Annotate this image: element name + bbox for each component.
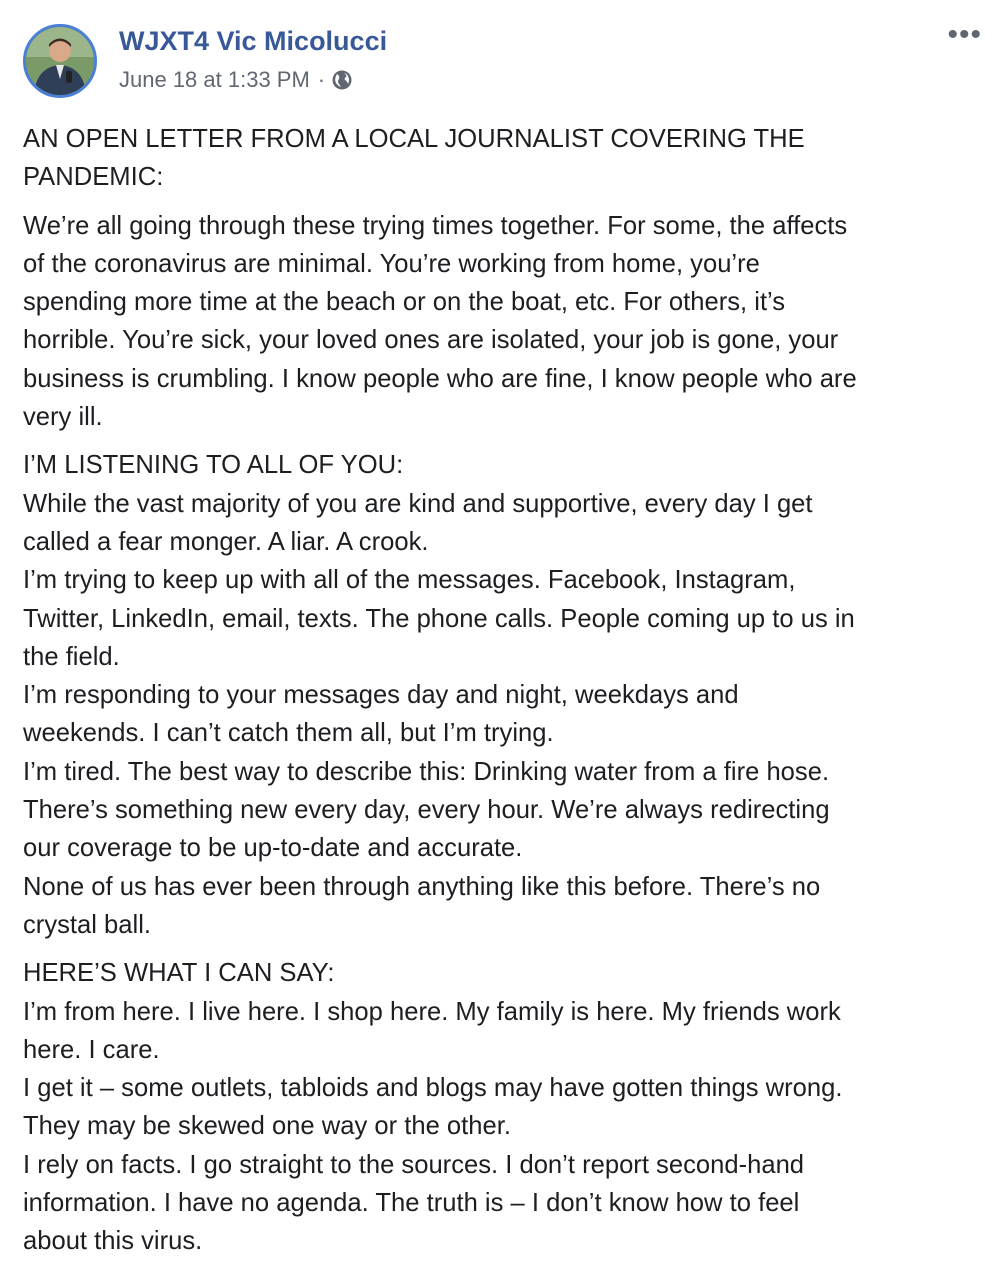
post-text-line: I get it – some outlets, tabloids and blogs may have gotten things wrong. bbox=[23, 1074, 843, 1103]
post-body bbox=[23, 120, 983, 1271]
post-text-line: None of us has ever been through anything like this before. There’s no bbox=[23, 872, 821, 901]
post-meta bbox=[119, 67, 353, 93]
post-timestamp[interactable]: June 18 at 1:33 PM bbox=[119, 67, 310, 92]
post-paragraph bbox=[23, 207, 983, 437]
author-avatar[interactable] bbox=[23, 24, 97, 98]
post-paragraph bbox=[23, 446, 983, 944]
post-text-line: crystal ball. bbox=[23, 910, 152, 939]
post-text-line: our coverage to be up-to-date and accurate. bbox=[23, 834, 523, 863]
post-text-line: very ill. bbox=[23, 403, 103, 432]
post-text-line: We’re all going through these trying times together. For some, the affects bbox=[23, 211, 848, 240]
post-text-line: I’M LISTENING TO ALL OF YOU: bbox=[23, 451, 404, 480]
post-text-line: business is crumbling. I know people who are fine, I know people who are bbox=[23, 364, 857, 393]
post-text-line: I’m trying to keep up with all of the messages. Facebook, Instagram, bbox=[23, 566, 796, 595]
post-text-line: about this virus. bbox=[23, 1227, 203, 1256]
post-text-line: While the vast majority of you are kind and supportive, every day I get bbox=[23, 489, 813, 518]
avatar-photo bbox=[26, 27, 94, 95]
post-paragraph bbox=[23, 954, 983, 1260]
post-text-line: spending more time at the beach or on the boat, etc. For others, it’s bbox=[23, 288, 786, 317]
post-text-line: PANDEMIC: bbox=[23, 163, 164, 192]
post-text-line: I’m tired. The best way to describe this: Drinking water from a fire hose. bbox=[23, 757, 830, 786]
post-text-line: HERE’S WHAT I CAN SAY: bbox=[23, 959, 335, 988]
post-text-line: I’m from here. I live here. I shop here. My family is here. My friends work bbox=[23, 997, 841, 1026]
post-text-line: information. I have no agenda. The truth is – I don’t know how to feel bbox=[23, 1189, 800, 1218]
author-name[interactable]: WJXT4 Vic Micolucci bbox=[119, 26, 388, 56]
post-text-line: Twitter, LinkedIn, email, texts. The phone calls. People coming up to us in bbox=[23, 604, 855, 633]
meta-separator: · bbox=[317, 67, 326, 92]
post-text-line: I rely on facts. I go straight to the sources. I don’t report second-hand bbox=[23, 1150, 805, 1179]
post-text-line: called a fear monger. A liar. A crook. bbox=[23, 527, 429, 556]
post-header bbox=[0, 0, 1008, 110]
post-text-line: horrible. You’re sick, your loved ones are isolated, your job is gone, your bbox=[23, 326, 839, 355]
post-text-line: They may be skewed one way or the other. bbox=[23, 1112, 511, 1141]
post-text-line: There’s something new every day, every hour. We’re always redirecting bbox=[23, 796, 830, 825]
post-text-line: here. I care. bbox=[23, 1035, 160, 1064]
globe-icon[interactable] bbox=[331, 69, 353, 91]
more-options-icon[interactable]: ••• bbox=[947, 18, 982, 51]
post-text-line: I’m responding to your messages day and night, weekdays and bbox=[23, 681, 739, 710]
post-text-line: of the coronavirus are minimal. You’re working from home, you’re bbox=[23, 249, 760, 278]
post-text-line: weekends. I can’t catch them all, but I’m trying. bbox=[23, 719, 554, 748]
post-text-line: AN OPEN LETTER FROM A LOCAL JOURNALIST COVERING THE bbox=[23, 125, 805, 153]
post-paragraph bbox=[23, 120, 983, 197]
post-text-line: the field. bbox=[23, 642, 120, 671]
